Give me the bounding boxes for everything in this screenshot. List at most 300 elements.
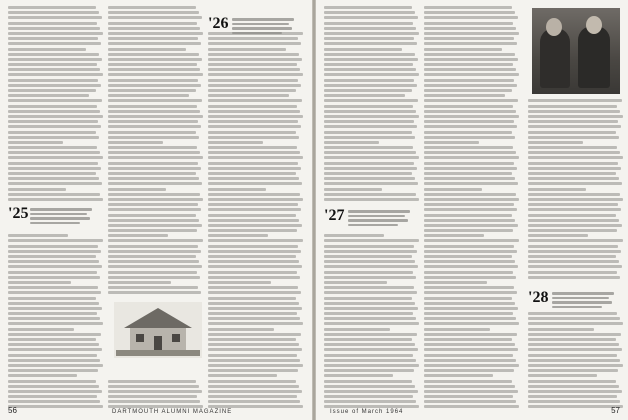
text-line	[8, 94, 89, 97]
text-line	[424, 27, 516, 30]
text-line	[324, 68, 416, 71]
text-line	[324, 22, 413, 25]
text-line	[324, 48, 402, 51]
text-line	[108, 193, 200, 196]
secretary-block	[552, 292, 614, 310]
text-line	[528, 354, 617, 357]
text-line	[424, 322, 519, 325]
text-line	[108, 94, 189, 97]
text-line	[528, 348, 622, 351]
text-line	[208, 400, 300, 403]
text-line	[424, 32, 519, 35]
text-line	[208, 172, 296, 175]
text-line	[8, 146, 97, 149]
text-line	[324, 73, 419, 76]
text-line	[8, 6, 96, 9]
text-line	[208, 239, 303, 242]
text-line	[528, 234, 588, 237]
text-line	[528, 193, 620, 196]
text-line	[324, 369, 414, 372]
text-line	[324, 312, 413, 315]
text-line	[208, 73, 303, 76]
text-line	[424, 214, 512, 217]
text-line	[424, 177, 515, 180]
text-line	[424, 37, 514, 40]
secretary-line	[30, 213, 87, 216]
text-line	[528, 385, 619, 388]
text-line	[324, 281, 387, 284]
text-line	[424, 193, 516, 196]
text-line	[424, 63, 513, 66]
text-line	[108, 53, 199, 56]
text-line	[528, 250, 621, 253]
class-heading-28: '28	[528, 289, 549, 306]
text-line	[424, 312, 513, 315]
text-line	[108, 276, 200, 279]
text-line	[208, 245, 298, 248]
text-line	[8, 11, 99, 14]
text-line	[108, 167, 201, 170]
text-line	[108, 286, 198, 289]
text-line	[324, 193, 416, 196]
text-line	[424, 364, 519, 367]
text-line	[8, 322, 103, 325]
right-footer	[324, 405, 620, 415]
text-line	[424, 115, 519, 118]
secretary-line	[232, 18, 294, 21]
secretary-line	[348, 210, 410, 213]
text-line	[108, 156, 203, 159]
text-line	[528, 198, 623, 201]
text-line	[324, 333, 417, 336]
text-line	[528, 317, 620, 320]
text-line	[8, 141, 63, 144]
text-line	[108, 265, 202, 268]
class-heading-26: '26	[208, 15, 229, 32]
text-line	[108, 219, 199, 222]
text-line	[8, 156, 103, 159]
secretary-line	[552, 297, 609, 300]
text-line	[424, 328, 490, 331]
text-line	[108, 89, 196, 92]
text-line	[528, 120, 618, 123]
text-line	[324, 6, 412, 9]
text-line	[108, 208, 201, 211]
text-line	[424, 333, 517, 336]
text-line	[324, 79, 414, 82]
text-line	[108, 115, 203, 118]
text-line	[528, 245, 618, 248]
text-line	[424, 156, 519, 159]
text-line	[424, 229, 513, 232]
text-line	[8, 281, 71, 284]
text-line	[208, 338, 296, 341]
text-line	[324, 390, 418, 393]
text-line	[208, 385, 299, 388]
text-line	[208, 141, 263, 144]
text-line	[208, 260, 299, 263]
footer-title: DARTMOUTH ALUMNI MAGAZINE	[112, 409, 233, 415]
text-line	[8, 333, 101, 336]
text-line	[8, 271, 97, 274]
text-line	[208, 297, 296, 300]
text-line	[8, 27, 100, 30]
text-line	[528, 260, 619, 263]
text-line	[108, 380, 196, 383]
text-line	[424, 317, 516, 320]
text-line	[324, 136, 415, 139]
text-line	[528, 312, 617, 315]
text-line	[528, 229, 617, 232]
text-line	[528, 322, 623, 325]
text-line	[424, 224, 518, 227]
text-line	[424, 89, 512, 92]
text-line	[8, 37, 98, 40]
secretary-line	[552, 306, 602, 309]
text-line	[208, 63, 297, 66]
text-line	[208, 167, 301, 170]
text-line	[528, 333, 621, 336]
text-line	[324, 271, 413, 274]
text-line	[528, 146, 617, 149]
text-line	[8, 53, 99, 56]
text-line	[324, 141, 379, 144]
text-line	[8, 302, 99, 305]
text-line	[8, 105, 97, 108]
text-line	[528, 188, 586, 191]
secretary-block	[348, 210, 410, 228]
text-line	[528, 271, 617, 274]
text-line	[424, 42, 517, 45]
text-line	[424, 380, 512, 383]
text-line	[108, 198, 203, 201]
text-line	[108, 16, 202, 19]
text-line	[324, 338, 412, 341]
text-line	[8, 260, 99, 263]
text-line	[528, 105, 617, 108]
text-line	[324, 89, 412, 92]
text-line	[324, 105, 413, 108]
house-illustration-icon	[114, 302, 202, 358]
text-line	[208, 120, 298, 123]
text-line	[208, 307, 302, 310]
text-line	[424, 53, 515, 56]
secretary-block	[30, 208, 92, 226]
text-line	[424, 219, 515, 222]
text-line	[8, 250, 101, 253]
text-line	[528, 364, 623, 367]
text-line	[324, 234, 384, 237]
text-line	[424, 250, 517, 253]
text-line	[424, 307, 518, 310]
text-line	[424, 265, 518, 268]
text-line	[324, 115, 419, 118]
text-line	[528, 141, 583, 144]
text-line	[324, 42, 417, 45]
text-line	[424, 395, 513, 398]
class-members-photo	[532, 8, 620, 94]
text-line	[424, 276, 516, 279]
text-line	[8, 125, 101, 128]
text-line	[324, 250, 417, 253]
text-line	[424, 105, 513, 108]
text-line	[324, 120, 414, 123]
text-line	[324, 245, 414, 248]
secretary-line	[348, 224, 398, 227]
text-line	[208, 317, 300, 320]
text-line	[108, 48, 186, 51]
text-line	[424, 131, 512, 134]
text-line	[208, 395, 297, 398]
text-line	[208, 37, 298, 40]
text-line	[324, 58, 418, 61]
text-line	[424, 120, 514, 123]
text-line	[108, 79, 198, 82]
text-line	[424, 286, 514, 289]
text-line	[528, 156, 623, 159]
text-line	[208, 380, 296, 383]
text-line	[8, 390, 102, 393]
text-line	[324, 395, 413, 398]
text-line	[324, 27, 416, 30]
text-line	[528, 115, 623, 118]
text-line	[208, 203, 298, 206]
text-line	[208, 286, 298, 289]
text-line	[8, 151, 100, 154]
text-line	[324, 328, 390, 331]
text-line	[8, 120, 98, 123]
text-line	[8, 68, 100, 71]
text-line	[108, 110, 200, 113]
text-line	[324, 385, 415, 388]
text-line	[528, 374, 597, 377]
text-line	[208, 193, 300, 196]
text-line	[528, 162, 618, 165]
text-line	[424, 271, 513, 274]
text-line	[324, 84, 417, 87]
text-line	[8, 343, 99, 346]
secretary-line	[30, 217, 90, 220]
text-line	[208, 156, 303, 159]
text-line	[324, 286, 414, 289]
text-line	[424, 146, 513, 149]
text-line	[528, 99, 622, 102]
text-line	[528, 177, 619, 180]
text-line	[424, 99, 518, 102]
text-line	[424, 167, 517, 170]
text-line	[324, 265, 418, 268]
text-line	[424, 11, 515, 14]
text-line	[528, 172, 616, 175]
text-line	[208, 188, 266, 191]
text-line	[8, 286, 98, 289]
text-line	[528, 255, 616, 258]
text-line	[528, 395, 617, 398]
text-line	[108, 214, 196, 217]
secretary-line	[552, 292, 614, 295]
text-line	[8, 354, 97, 357]
text-line	[324, 146, 413, 149]
text-line	[528, 343, 619, 346]
text-line	[8, 193, 100, 196]
text-line	[528, 338, 616, 341]
text-line	[424, 58, 518, 61]
text-line	[324, 156, 419, 159]
text-line	[424, 151, 516, 154]
text-line	[208, 322, 303, 325]
text-line	[208, 131, 296, 134]
text-line	[8, 32, 103, 35]
text-line	[8, 172, 96, 175]
secretary-line	[232, 32, 282, 35]
text-line	[208, 177, 299, 180]
text-line	[208, 364, 303, 367]
text-line	[424, 162, 514, 165]
text-line	[424, 22, 513, 25]
text-line	[324, 63, 413, 66]
text-line	[8, 307, 102, 310]
text-line	[108, 224, 202, 227]
text-line	[424, 338, 512, 341]
page-number: 57	[611, 406, 620, 415]
secretary-line	[348, 219, 408, 222]
text-line	[528, 110, 620, 113]
text-line	[424, 79, 514, 82]
text-line	[208, 208, 301, 211]
text-line	[424, 348, 518, 351]
text-line	[108, 281, 171, 284]
secretary-line	[348, 215, 405, 218]
text-line	[108, 42, 201, 45]
text-line	[324, 302, 415, 305]
text-line	[528, 390, 622, 393]
text-line	[208, 53, 299, 56]
text-line	[8, 312, 97, 315]
text-line	[324, 260, 415, 263]
text-line	[108, 182, 202, 185]
text-line	[8, 63, 97, 66]
text-line	[108, 177, 199, 180]
text-line	[8, 348, 102, 351]
text-line	[108, 239, 203, 242]
text-line	[108, 58, 202, 61]
text-line	[528, 136, 619, 139]
text-column	[424, 6, 520, 411]
text-line	[324, 400, 416, 403]
text-line	[424, 343, 515, 346]
text-line	[424, 385, 515, 388]
left-footer	[8, 405, 304, 415]
text-line	[424, 84, 517, 87]
text-line	[424, 245, 514, 248]
text-line	[424, 297, 512, 300]
text-line	[324, 53, 415, 56]
text-line	[108, 136, 199, 139]
text-line	[424, 302, 515, 305]
text-line	[208, 182, 302, 185]
text-line	[108, 203, 198, 206]
class-heading-25: '25	[8, 205, 29, 222]
text-line	[424, 291, 517, 294]
text-line	[528, 380, 616, 383]
text-line	[208, 390, 302, 393]
text-line	[8, 58, 102, 61]
text-line	[108, 146, 197, 149]
text-column	[208, 6, 304, 411]
text-line	[8, 136, 99, 139]
text-line	[324, 255, 412, 258]
text-line	[208, 369, 298, 372]
secretary-block	[232, 18, 294, 36]
text-line	[324, 167, 417, 170]
text-line	[528, 214, 616, 217]
text-line	[324, 380, 412, 383]
text-line	[108, 390, 202, 393]
text-line	[8, 115, 103, 118]
text-line	[208, 48, 286, 51]
text-line	[324, 99, 418, 102]
secretary-line	[30, 208, 92, 211]
text-line	[424, 125, 517, 128]
text-line	[424, 48, 502, 51]
text-line	[8, 317, 100, 320]
text-line	[108, 125, 201, 128]
text-line	[208, 115, 303, 118]
text-line	[324, 131, 412, 134]
text-line	[424, 203, 514, 206]
text-line	[108, 131, 196, 134]
text-line	[8, 89, 96, 92]
text-line	[324, 317, 416, 320]
text-line	[324, 374, 393, 377]
text-line	[8, 48, 86, 51]
text-line	[528, 369, 618, 372]
text-line	[208, 271, 297, 274]
text-line	[108, 229, 197, 232]
text-line	[208, 79, 298, 82]
text-line	[108, 162, 198, 165]
text-line	[324, 125, 417, 128]
text-line	[8, 328, 74, 331]
text-line	[324, 151, 416, 154]
text-line	[424, 281, 487, 284]
text-line	[8, 177, 99, 180]
text-line	[208, 302, 299, 305]
text-line	[208, 146, 297, 149]
text-line	[8, 198, 103, 201]
text-line	[208, 250, 301, 253]
text-line	[108, 6, 196, 9]
text-line	[108, 63, 197, 66]
text-line	[424, 68, 516, 71]
text-line	[208, 89, 296, 92]
text-line	[208, 255, 296, 258]
text-line	[424, 94, 505, 97]
text-line	[528, 125, 621, 128]
text-line	[8, 385, 99, 388]
text-line	[424, 239, 519, 242]
text-line	[208, 125, 301, 128]
text-line	[208, 281, 271, 284]
text-line	[324, 188, 382, 191]
text-line	[424, 390, 518, 393]
text-line	[424, 400, 516, 403]
text-line	[208, 224, 302, 227]
text-line	[208, 162, 298, 165]
text-line	[8, 369, 98, 372]
text-line	[208, 58, 302, 61]
text-line	[208, 374, 277, 377]
